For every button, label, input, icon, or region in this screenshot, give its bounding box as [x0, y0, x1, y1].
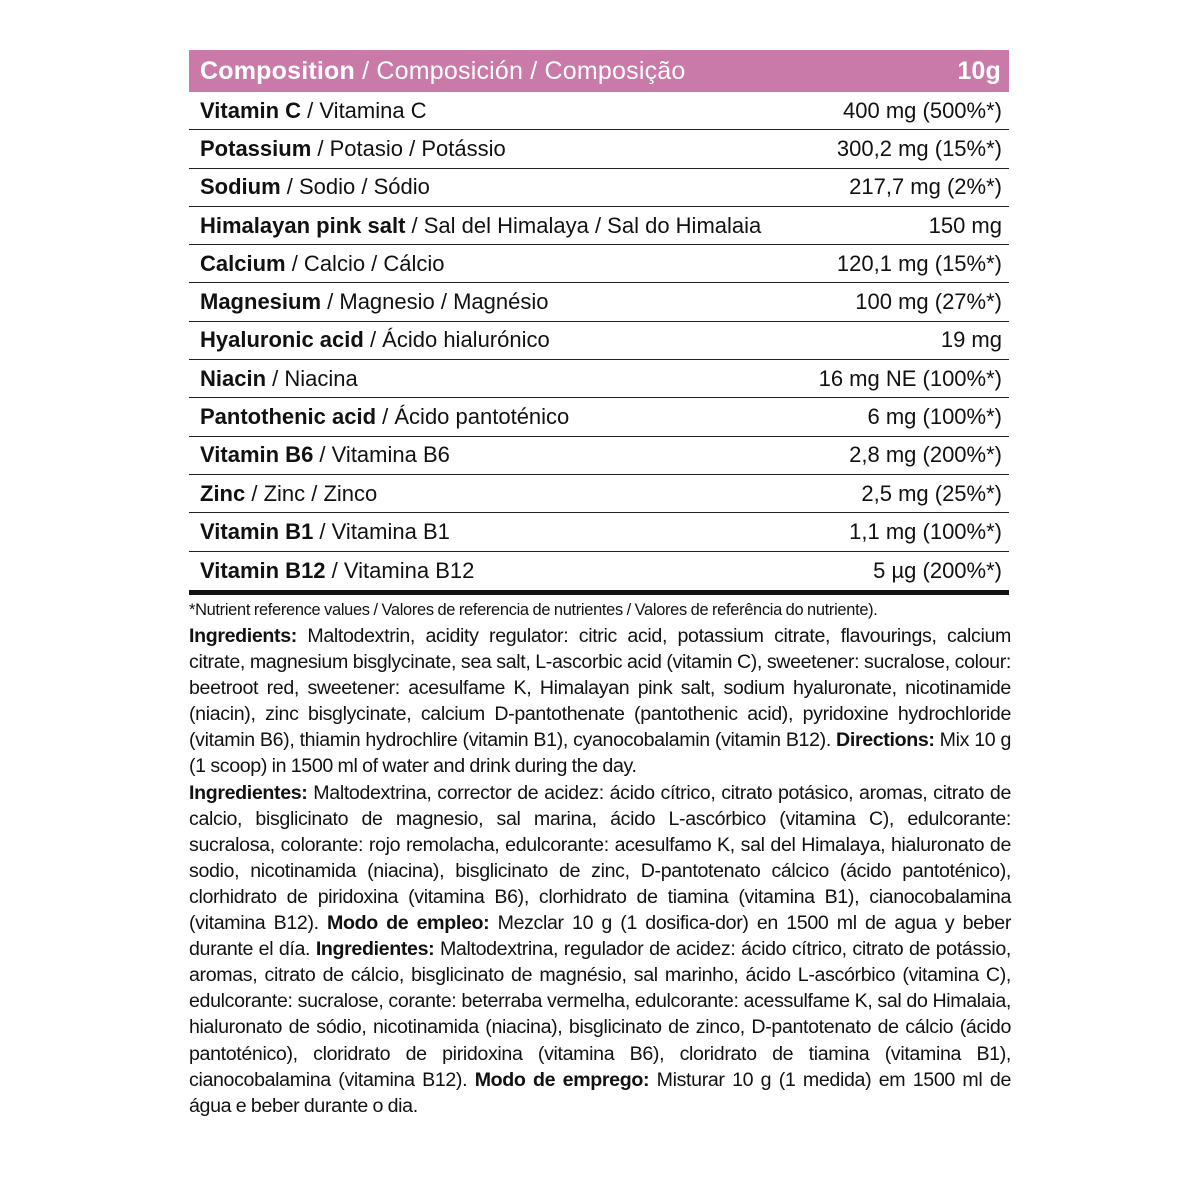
nutrient-value: 5 µg (200%*): [873, 557, 1002, 583]
nutrient-value: 217,7 mg (2%*): [849, 174, 1002, 200]
nutrient-name-en: Himalayan pink salt: [200, 212, 406, 238]
table-row: [189, 169, 1009, 207]
ingredients-en-es-paragraph: [189, 623, 1011, 780]
nutrient-name: [200, 98, 427, 124]
nutrient-name-en: Vitamin B1: [200, 518, 314, 544]
nutrient-name: [200, 366, 358, 392]
table-row: [189, 552, 1009, 590]
nutrient-name-translations: / Vitamina B1: [313, 518, 450, 544]
nutrient-name-translations: / Vitamina B12: [325, 557, 475, 583]
nutrient-name: [200, 251, 445, 277]
nutrient-name-translations: / Ácido pantoténico: [376, 404, 570, 430]
nutrient-name-en: Potassium: [200, 135, 312, 161]
header-title-en: Composition: [200, 56, 355, 85]
ingredients-text-en: Maltodextrin, acidity regulator: citric acid, potassium citrate, flavourings, calcium citrate, magnesium bisglycinate, sea salt, L-ascorbic acid (vitamin C), sweetener: sucralose, colour: beetroot red, sweetener: acesulfame K, Himalayan pink salt, sodium hyaluronate, nicotinamide (niacin), zinc bisglycinate, calcium D-pantothenate (pantothenic acid), pyridoxine hydrochloride (vitamin B6), thiamin hydrochlire (vitamin B1), cyanocobalamin (vitamin B12).: [189, 625, 1011, 752]
nutrient-name-translations: / Sal del Himalaya / Sal do Himalaia: [405, 212, 762, 238]
nutrient-name: [200, 481, 377, 507]
table-row: [189, 398, 1009, 436]
nutrient-name: [200, 289, 549, 315]
ingredients-text-block: [189, 598, 1011, 1119]
ingredients-label-en: Ingredients:: [189, 625, 297, 647]
nutrient-name-en: Calcium: [200, 250, 286, 276]
table-row: [189, 513, 1009, 551]
nutrient-name: [200, 558, 474, 584]
directions-text-pt: Misturar 10 g (1 medida) em 1500 ml de água e beber durante o dia.: [189, 1068, 1011, 1117]
directions-text-es: Mezclar 10 g (1 dosifica-dor) en 1500 ml de agua y beber durante el día.: [189, 912, 1012, 961]
nutrient-name-translations: / Magnesio / Magnésio: [321, 289, 549, 315]
nutrient-reference-footnote: *Nutrient reference values / Valores de referencia de nutrientes / Valores de referência do nutriente).: [189, 601, 878, 619]
nutrient-name: [200, 404, 569, 430]
nutrient-name-en: Magnesium: [200, 289, 322, 315]
table-row: [189, 437, 1009, 475]
nutrient-value: 2,5 mg (25%*): [861, 480, 1002, 506]
nutrient-name: [200, 136, 506, 162]
nutrient-name: [200, 519, 450, 545]
nutrient-name-translations: / Vitamina B6: [313, 442, 450, 468]
nutrient-name-en: Vitamin C: [200, 97, 302, 123]
ingredients-es-pt-paragraph: [189, 780, 1011, 1119]
nutrient-name: [200, 174, 430, 200]
nutrient-value: 2,8 mg (200%*): [849, 442, 1002, 468]
table-row: [189, 245, 1009, 283]
ingredients-label-pt: Ingredientes:: [310, 938, 435, 961]
nutrient-name-translations: / Niacina: [266, 365, 358, 391]
nutrient-value: 1,1 mg (100%*): [849, 518, 1002, 544]
table-row: [189, 92, 1009, 130]
nutrient-value: 120,1 mg (15%*): [836, 250, 1002, 276]
header-title-translations: / Composición / Composição: [354, 56, 686, 85]
table-row: [189, 475, 1009, 513]
composition-header-title: [200, 57, 686, 86]
nutrient-name-translations: / Vitamina C: [301, 97, 427, 123]
nutrient-name-en: Zinc: [200, 480, 246, 506]
serving-size: 10g: [957, 56, 1001, 85]
ingredients-text-es: Maltodextrina, corrector de acidez: ácido cítrico, citrato potásico, aromas, citrato de calcio, bisglicinato de magnesio, sal marina, ácido L-ascórbico (vitamina C), edulcorante: sucralosa, colorante: rojo remolacha, edulcorante: acesulfamo K, sal del Himalaya, hialuronato de sodio, nicotinamida (niacina), bisglicinato de zinc, D-pantotenato cálcico (ácido pantoténico), clorhidrato de piridoxina (vitamina B6), clorhidrato de tiamina (vitamina B1), cianocobalamina (vitamina B12).: [189, 781, 1011, 935]
table-row: [189, 322, 1009, 360]
table-row: [189, 130, 1009, 168]
nutrient-name-en: Niacin: [200, 365, 267, 391]
directions-label-pt: Modo de emprego:: [467, 1068, 650, 1091]
nutrient-value: 16 mg NE (100%*): [818, 365, 1002, 391]
nutrient-name-en: Hyaluronic acid: [200, 327, 364, 353]
ingredients-label-es: Ingredientes:: [189, 781, 308, 804]
nutrient-name-en: Sodium: [200, 174, 281, 200]
composition-header: [189, 50, 1009, 92]
nutrient-name-en: Vitamin B6: [200, 442, 314, 468]
directions-label-es: Modo de empleo:: [318, 912, 490, 935]
nutrient-name-en: Pantothenic acid: [200, 404, 377, 430]
nutrient-name: [200, 213, 761, 239]
directions-text-en: Mix 10 g (1 scoop) in 1500 ml of water and drink during the day.: [189, 729, 1011, 778]
composition-rows: [189, 92, 1009, 595]
nutrient-value: 6 mg (100%*): [867, 404, 1002, 430]
table-row: [189, 283, 1009, 321]
table-row: [189, 360, 1009, 398]
nutrient-name-en: Vitamin B12: [200, 557, 326, 583]
nutrient-name: [200, 442, 450, 468]
nutrient-value: 400 mg (500%*): [843, 97, 1002, 123]
nutrient-name-translations: / Ácido hialurónico: [363, 327, 550, 353]
directions-label-en: Directions:: [830, 729, 935, 752]
nutrient-name-translations: / Sodio / Sódio: [280, 174, 430, 200]
nutrient-value: 300,2 mg (15%*): [836, 135, 1002, 161]
nutrient-name-translations: / Potasio / Potássio: [311, 135, 506, 161]
nutrient-value: 19 mg: [940, 327, 1002, 353]
composition-table: [189, 50, 1009, 595]
nutrient-value: 150 mg: [928, 212, 1002, 238]
nutrient-name-translations: / Calcio / Cálcio: [285, 250, 445, 276]
table-row: [189, 207, 1009, 245]
nutrient-value: 100 mg (27%*): [855, 289, 1002, 315]
nutrient-name: [200, 327, 550, 353]
nutrient-name-translations: / Zinc / Zinco: [245, 480, 378, 506]
ingredients-text-pt: Maltodextrina, regulador de acidez: ácido cítrico, citrato de potássio, aromas, citrato de cálcio, bisglicinato de magnésio, sal marinho, ácido L-ascórbico (vitamina C), edulcorante: sucralose, corante: beterraba vermelha, edulcorante: acessulfame K, sal do Himalaia, hialuronato de sódio, nicotinamida (niacina), bisglicinato de zinco, D-pantotenato de cálcio (ácido pantoténico), cloridrato de piridoxina (vitamina B6), cloridrato de tiamina (vitamina B1), cianocobalamina (vitamina B12).: [189, 938, 1011, 1091]
